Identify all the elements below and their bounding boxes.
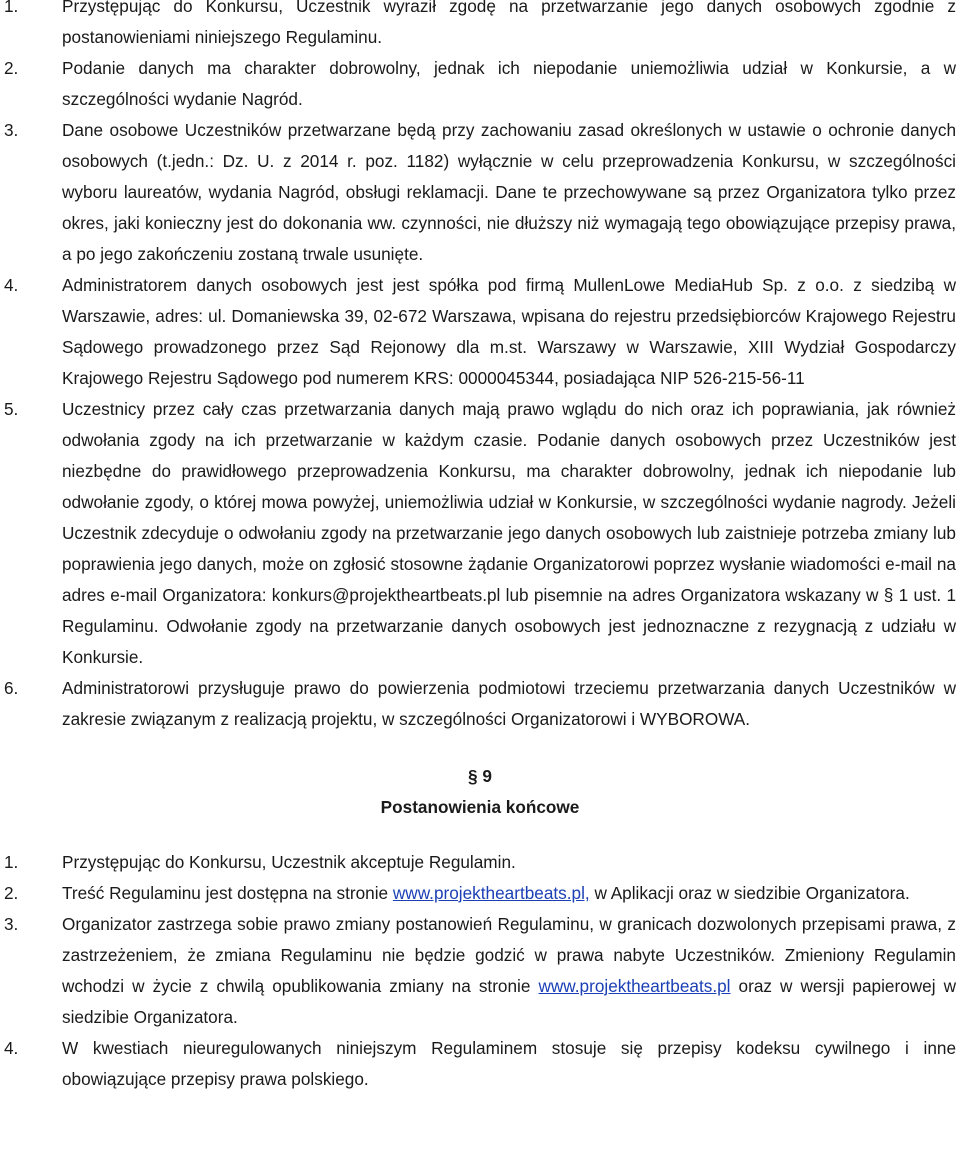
section-title: Postanowienia końcowe [380,797,580,817]
list-item [0,1033,960,1095]
item-text-after: w Aplikacji oraz w siedzibie Organizatora. [589,883,910,903]
item-text [62,909,960,1033]
item-text: Uczestnicy przez cały czas przetwarzania danych mają prawo wglądu do nich oraz ich poprawiania, jak również odwołania zgody na ich przetwarzanie w każdym czasie. Podanie danych osobowych przez Uczestników jest niezbędne do prawidłowego przeprowadzenia Konkursu, ma charakter dobrowolny, jednak ich niepodanie lub odwołanie zgody, o której mowa powyżej, uniemożliwia udział w Konkursie, w szczególności wydanie nagrody. Jeżeli Uczestnik zdecyduje o odwołaniu zgody na przetwarzanie jego danych osobowych lub zaistnieje potrzeba zmiany lub poprawienia jego danych, może on zgłosić stosowne żądanie Organizatorowi poprzez wysłanie wiadomości e-mail na adres e-mail Organizatora: konkurs@projektheartbeats.pl lub pisemnie na adres Organizatora wskazany w § 1 ust. 1 Regulaminu. Odwołanie zgody na przetwarzanie danych osobowych jest jednoznaczne z rezygnacją z udziału w Konkursie. [62,399,956,667]
item-number: 1. [4,852,19,872]
list-item [0,394,960,673]
section-heading [0,761,960,823]
list-item [0,53,960,115]
item-text-before: Organizator zastrzega sobie prawo zmiany postanowień Regulaminu, w granicach dozwolonych przepisami prawa, z zastrzeżeniem, że zmiana Regulaminu nie będzie godzić w prawa nabyte Uczestników. Zmieniony Regulamin wchodzi w życie z chwilą opublikowania zmiany na stronie [62,914,956,996]
list-item [0,673,960,735]
item-text: W kwestiach nieuregulowanych niniejszym Regulaminem stosuje się przepisy kodeksu cywilnego i inne obowiązujące przepisy prawa polskiego. [62,1038,956,1089]
item-text-before: Treść Regulaminu jest dostępna na stronie [62,883,393,903]
list-item [0,909,960,1033]
website-link[interactable]: www.projektheartbeats.pl, [392,883,590,903]
list-item [0,847,960,878]
item-number: 5. [4,399,19,419]
item-number: 4. [4,1038,19,1058]
item-text: Przystępując do Konkursu, Uczestnik wyraził zgodę na przetwarzanie jego danych osobowych zgodnie z postanowieniami niniejszego Regulaminu. [62,0,956,47]
website-link[interactable]: www.projektheartbeats.pl [538,976,731,996]
list-item [0,0,960,53]
item-text: Administratorowi przysługuje prawo do powierzenia podmiotowi trzeciemu przetwarzania danych Uczestników w zakresie związanym z realizacją projektu, w szczególności Organizatorowi i WYBOROWA. [62,678,956,729]
item-number: 1. [4,0,19,16]
list-item [0,270,960,394]
item-text: Dane osobowe Uczestników przetwarzane będą przy zachowaniu zasad określonych w ustawie o ochronie danych osobowych (t.jedn.: Dz. U. z 2014 r. poz. 1182) wyłącznie w celu przeprowadzenia Konkursu, w szczególności wyboru laureatów, wydania Nagród, obsługi reklamacji. Dane te przechowywane są przez Organizatora tylko przez okres, jaki konieczny jest do dokonania ww. czynności, nie dłuższy niż wymagają tego obowiązujące przepisy prawa, a po jego zakończeniu zostaną trwale usunięte. [62,120,956,264]
item-text: Przystępując do Konkursu, Uczestnik akceptuje Regulamin. [62,852,516,872]
item-number: 3. [4,914,19,934]
item-number: 2. [4,883,19,903]
item-text: Podanie danych ma charakter dobrowolny, jednak ich niepodanie uniemożliwia udział w Konkursie, a w szczególności wydanie Nagród. [62,58,956,109]
item-text-after: oraz w wersji papierowej w siedzibie Organizatora. [62,976,957,1027]
item-number: 3. [4,120,19,140]
list-item [0,878,960,909]
list-item [0,115,960,270]
item-text [62,878,960,909]
item-text: Administratorem danych osobowych jest jest spółka pod firmą MullenLowe MediaHub Sp. z o.o. z siedzibą w Warszawie, adres: ul. Domaniewska 39, 02-672 Warszawa, wpisana do rejestru przedsiębiorców Krajowego Rejestru Sądowego prowadzonego przez Sąd Rejonowy dla m.st. Warszawy w Warszawie, XIII Wydział Gospodarczy Krajowego Rejestru Sądowego pod numerem KRS: 0000045344, posiadająca NIP 526-215-56-11 [62,275,956,388]
section-number: § 9 [468,766,492,786]
final-provisions-list [0,847,960,1095]
item-number: 4. [4,275,19,295]
item-number: 6. [4,678,19,698]
item-number: 2. [4,58,19,78]
